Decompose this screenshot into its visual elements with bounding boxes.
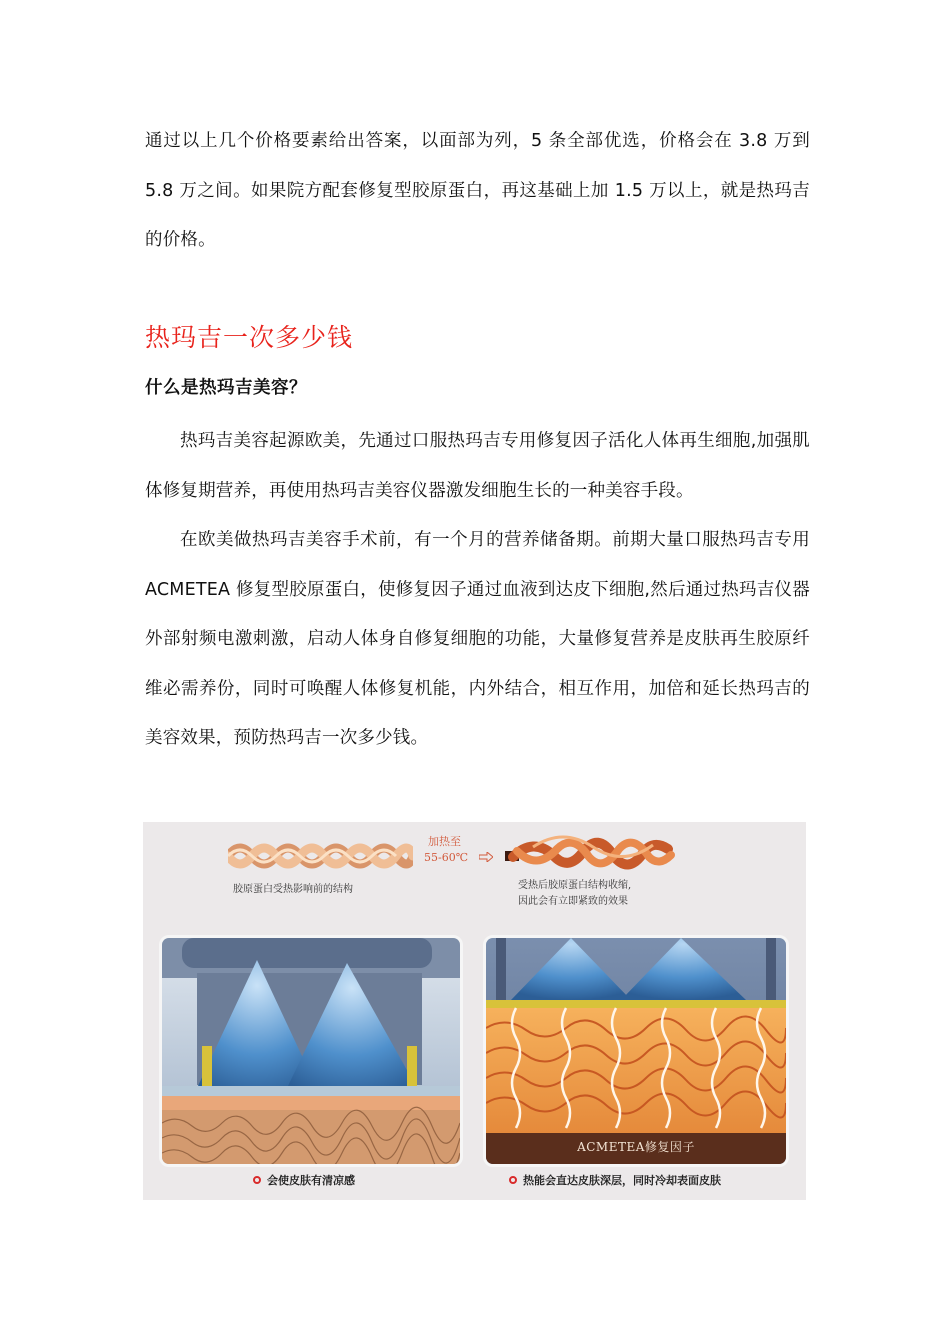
subheading: 什么是热玛吉美容？	[145, 378, 307, 398]
collagen-strand-after	[503, 827, 678, 877]
paragraph-procedure: 在欧美做热玛吉美容手术前，有一个月的营养储备期。前期大量口服热玛吉专用 ACMETEA 修复型胶原蛋白，使修复因子通过血液到达皮下细胞,然后通过热玛吉仪器外部射频电激刺激，启动人体身自修复细胞的功能，大量修复营养是皮肤再生胶原纤维必需养份，同时可唤醒人体修复机能，内外结合，相互作用，加倍和延长热玛吉的美容效果，预防热玛吉一次多少钱。	[145, 530, 810, 748]
section-heading: 热玛吉一次多少钱	[145, 323, 354, 352]
paragraph-price-answer: 通过以上几个价格要素给出答案，以面部为列，5 条全部优选，价格会在 3.8 万到 5.8 万之间。如果院方配套修复型胶原蛋白，再这基础上加 1.5 万以上，就是热玛吉的价格。	[145, 131, 810, 250]
paragraph-definition: 热玛吉美容起源欧美，先通过口服热玛吉专用修复因子活化人体再生细胞,加强肌体修复期营养，再使用热玛吉美容仪器激发细胞生长的一种美容手段。	[145, 431, 810, 501]
heat-label-line2: 55-60℃	[424, 851, 469, 864]
bullet-dot-icon	[509, 1176, 517, 1184]
arrow-right-icon	[479, 852, 493, 862]
bullet-dot-icon	[253, 1176, 261, 1184]
caption-after-line2: 因此会有立即紧致的效果	[518, 896, 628, 907]
collagen-illustration	[143, 822, 806, 1200]
caption-before: 胶原蛋白受热影响前的结构	[233, 884, 353, 895]
heat-label-line1: 加热至	[428, 835, 461, 848]
collagen-strand-before	[228, 834, 413, 878]
caption-after-line1: 受热后胶原蛋白结构收缩,	[518, 880, 632, 891]
bottom-caption-left	[253, 1172, 355, 1188]
bottom-caption-right	[509, 1172, 721, 1188]
panel-label-acmetea: ACMETEA修复因子	[577, 1140, 695, 1154]
bottom-caption-right-text: 热能会直达皮肤深层，同时冷却表面皮肤	[523, 1174, 721, 1187]
panel-cooling	[159, 935, 463, 1167]
bottom-caption-left-text: 会使皮肤有清凉感	[267, 1174, 355, 1187]
panel-heating	[483, 935, 789, 1167]
